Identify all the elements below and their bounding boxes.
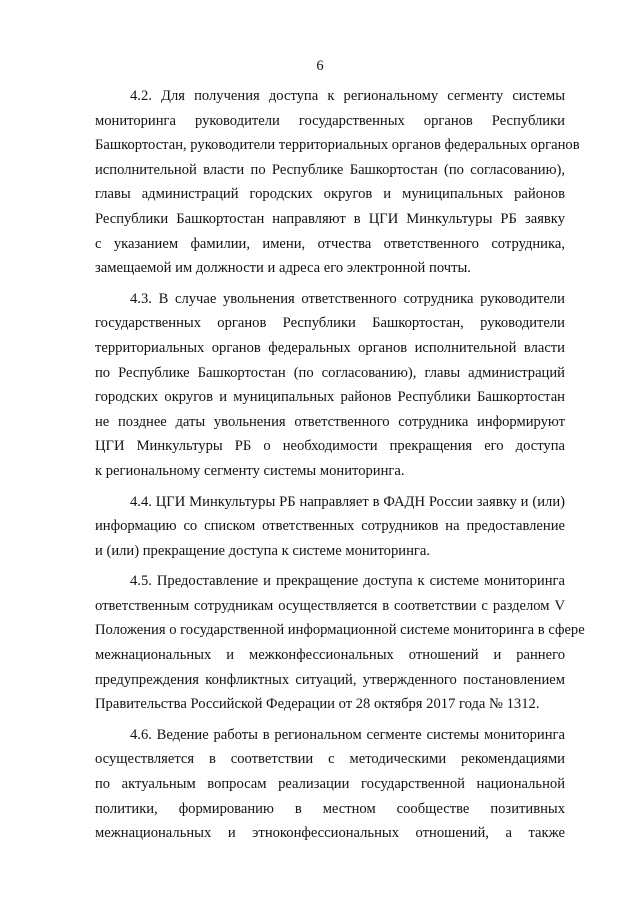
text-line: главы администраций городских округов и муниципальных районов: [95, 186, 565, 203]
text-line: и (или) прекращение доступа к системе мониторинга.: [95, 542, 431, 559]
text-line: 4.2. Для получения доступа к региональному сегменту системы: [130, 88, 565, 104]
text-line: Республики Башкортостан направляют в ЦГИ Минкультуры РБ заявку: [95, 210, 565, 227]
text-line: 4.4. ЦГИ Минкультуры РБ направляет в ФАДН России заявку и (или): [130, 493, 565, 510]
text-line: ответственным сотрудникам осуществляется в соответствии с разделом V: [95, 597, 565, 614]
text-line: предупреждения конфликтных ситуаций, утвержденного постановлением: [95, 671, 565, 688]
text-line: Положения о государственной информационной системе мониторинга в сфере: [95, 622, 585, 639]
text-line: осуществляется в соответствии с методическими рекомендациями: [95, 751, 565, 768]
text-line: замещаемой им должности и адреса его электронной почты.: [95, 260, 471, 277]
paragraph: [95, 490, 565, 564]
text-line: не позднее даты увольнения ответственного сотрудника информируют: [95, 413, 565, 430]
text-line: исполнительной власти по Республике Башкортостан (по согласованию),: [95, 161, 565, 178]
text-line: Правительства Российской Федерации от 28 октября 2017 года № 1312.: [95, 696, 540, 713]
document-body: [95, 84, 585, 846]
paragraph: [95, 569, 585, 717]
text-line: 4.5. Предоставление и прекращение доступа к системе мониторинга: [130, 573, 565, 590]
text-line: по актуальным вопросам реализации государственной национальной: [95, 776, 565, 793]
paragraph: [95, 723, 565, 846]
text-line: межнациональных и межконфессиональных отношений и раннего: [95, 647, 565, 664]
text-line: ЦГИ Минкультуры РБ о необходимости прекращения его доступа: [95, 438, 565, 455]
text-line: 4.3. В случае увольнения ответственного сотрудника руководители: [130, 290, 565, 307]
text-line: политики, формированию в местном сообществе позитивных: [95, 800, 565, 817]
text-line: информацию со списком ответственных сотрудников на предоставление: [95, 518, 565, 535]
text-line: государственных органов Республики Башкортостан, руководители: [95, 315, 565, 332]
text-line: с указанием фамилии, имени, отчества ответственного сотрудника,: [95, 235, 565, 252]
text-line: межнациональных и этноконфессиональных отношений, а также: [95, 825, 565, 842]
text-line: по Республике Башкортостан (по согласованию), главы администраций: [95, 364, 565, 381]
text-line: мониторинга руководители государственных органов Республики: [95, 112, 565, 129]
text-line: городских округов и муниципальных районов Республики Башкортостан: [95, 389, 565, 406]
text-line: 4.6. Ведение работы в региональном сегменте системы мониторинга: [130, 726, 565, 743]
text-line: Башкортостан, руководители территориальных органов федеральных органов: [95, 137, 580, 154]
paragraph: [95, 84, 580, 281]
paragraph: [95, 287, 565, 484]
text-line: к региональному сегменту системы мониторинга.: [95, 462, 405, 479]
text-line: территориальных органов федеральных органов исполнительной власти: [95, 339, 565, 356]
page-number: 6: [316, 58, 324, 74]
